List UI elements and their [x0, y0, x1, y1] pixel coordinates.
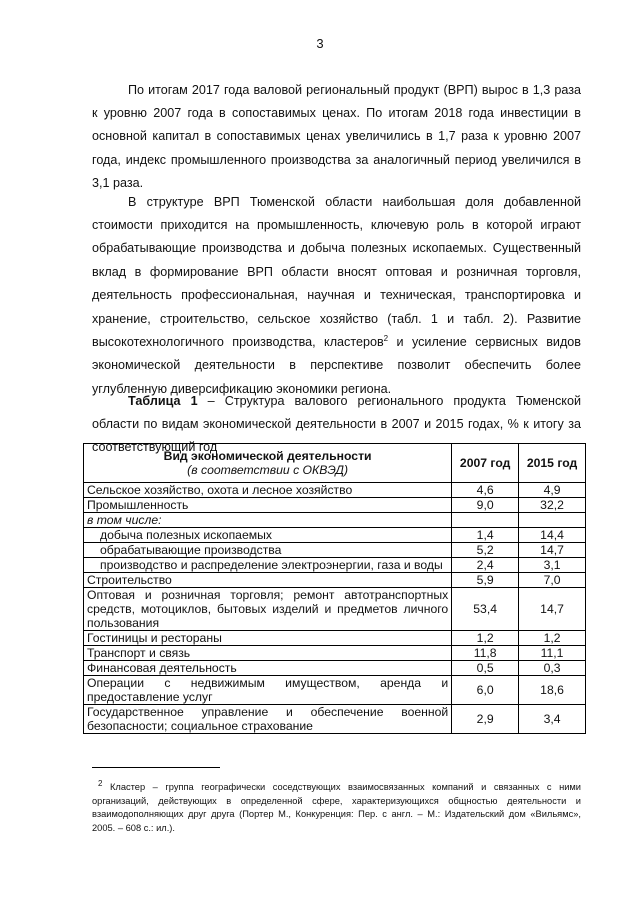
row-value-2015: 0,3 [519, 661, 586, 676]
row-value-2015: 14,4 [519, 528, 586, 543]
row-value-2015: 7,0 [519, 573, 586, 588]
table-row [84, 676, 586, 705]
row-name: производство и распределение электроэнергии, газа и воды [84, 558, 452, 573]
table-row [84, 498, 586, 513]
footnote-text: Кластер – группа географически соседствующих взаимосвязанных компаний и связанных с ними организаций, действующих в определенной сфере, характеризующихся общностью деятельности и взаимодополняющих друг друга (Портер М., Конкуренция: Пер. с англ. – М.: Издательский дом «Вильямс», 2005. – 608 с.: ил.). [92, 782, 581, 834]
row-value-2015: 3,4 [519, 705, 586, 734]
row-value-2007: 5,2 [452, 543, 519, 558]
footnote-mark: 2 [98, 779, 103, 789]
table-header-row [84, 444, 586, 483]
header-2015: 2015 год [519, 444, 586, 483]
row-value-2007: 11,8 [452, 646, 519, 661]
row-name: Строительство [84, 573, 452, 588]
row-name: в том числе: [84, 513, 452, 528]
row-value-2007: 0,5 [452, 661, 519, 676]
row-value-2015 [519, 513, 586, 528]
row-value-2007: 53,4 [452, 588, 519, 631]
row-value-2007: 1,4 [452, 528, 519, 543]
row-value-2015: 32,2 [519, 498, 586, 513]
footnote-divider [92, 767, 220, 768]
row-name: Сельское хозяйство, охота и лесное хозяйство [84, 483, 452, 498]
row-value-2007: 2,4 [452, 558, 519, 573]
table-row [84, 646, 586, 661]
header-activity-subtitle: (в соответствии с ОКВЭД) [187, 463, 349, 477]
row-name: Оптовая и розничная торговля; ремонт автотранспортных средств, мотоциклов, бытовых изделий и предметов личного пользования [84, 588, 452, 631]
table-row [84, 631, 586, 646]
row-name: Операции с недвижимым имуществом, аренда и предоставление услуг [84, 676, 452, 705]
paragraph-vrp-structure [92, 191, 581, 402]
row-value-2015: 4,9 [519, 483, 586, 498]
row-value-2007: 1,2 [452, 631, 519, 646]
header-activity [84, 444, 452, 483]
table-row [84, 513, 586, 528]
header-activity-title: Вид экономической деятельности [163, 449, 372, 463]
footnote [92, 781, 581, 835]
table-caption-text: – Структура валового регионального продукта Тюменской области по видам экономической деятельности в 2007 и 2015 годах, % к итогу за соответствующий год [92, 393, 581, 455]
paragraph-vrp-growth: По итогам 2017 года валовой региональный продукт (ВРП) вырос в 1,3 раза к уровню 2007 года в сопоставимых ценах. По итогам 2018 года инвестиции в основной капитал в сопоставимых ценах увеличились в 1,7 раза к уровню 2007 года, индекс промышленного производства за аналогичный период увеличился в 3,1 раза. [92, 82, 581, 191]
row-value-2015: 3,1 [519, 558, 586, 573]
table-row [84, 483, 586, 498]
paragraph-vrp-structure-text-end: и усиление сервисных видов экономической деятельности в перспективе позволит обеспечить более углубленную диверсификацию экономики региона. [92, 335, 581, 396]
paragraph-vrp-structure-text: В структуре ВРП Тюменской области наибольшая доля добавленной стоимости приходится на промышленность, ключевую роль в которой играют обрабатывающие производства и добыча полезных ископаемых. Существенный вклад в формирование ВРП области вносят оптовая и розничная торговля, деятельность профессиональная, научная и техническая, транспортировка и хранение, строительство, сельское хозяйство (табл. 1 и табл. 2). Развитие высокотехнологичного производства, кластеров [92, 194, 581, 350]
table-row [84, 661, 586, 676]
row-value-2015: 1,2 [519, 631, 586, 646]
footnote-ref[interactable]: 2 [383, 333, 389, 343]
table-row [84, 573, 586, 588]
row-value-2007: 2,9 [452, 705, 519, 734]
vrp-structure-table [83, 443, 586, 734]
row-value-2007: 9,0 [452, 498, 519, 513]
row-value-2015: 14,7 [519, 543, 586, 558]
row-value-2015: 18,6 [519, 676, 586, 705]
table-caption-label: Таблица 1 [128, 393, 198, 408]
page-number: 3 [316, 36, 324, 51]
table-row [84, 558, 586, 573]
row-name: Гостиницы и рестораны [84, 631, 452, 646]
table-row [84, 705, 586, 734]
row-name: добыча полезных ископаемых [84, 528, 452, 543]
row-value-2007: 4,6 [452, 483, 519, 498]
row-value-2007: 5,9 [452, 573, 519, 588]
table-row [84, 543, 586, 558]
header-2007: 2007 год [452, 444, 519, 483]
row-value-2007: 6,0 [452, 676, 519, 705]
row-name: Финансовая деятельность [84, 661, 452, 676]
row-value-2007 [452, 513, 519, 528]
table-row [84, 588, 586, 631]
row-name: обрабатывающие производства [84, 543, 452, 558]
row-name: Промышленность [84, 498, 452, 513]
row-value-2015: 11,1 [519, 646, 586, 661]
row-name: Транспорт и связь [84, 646, 452, 661]
row-name: Государственное управление и обеспечение военной безопасности; социальное страхование [84, 705, 452, 734]
row-value-2015: 14,7 [519, 588, 586, 631]
table-row [84, 528, 586, 543]
